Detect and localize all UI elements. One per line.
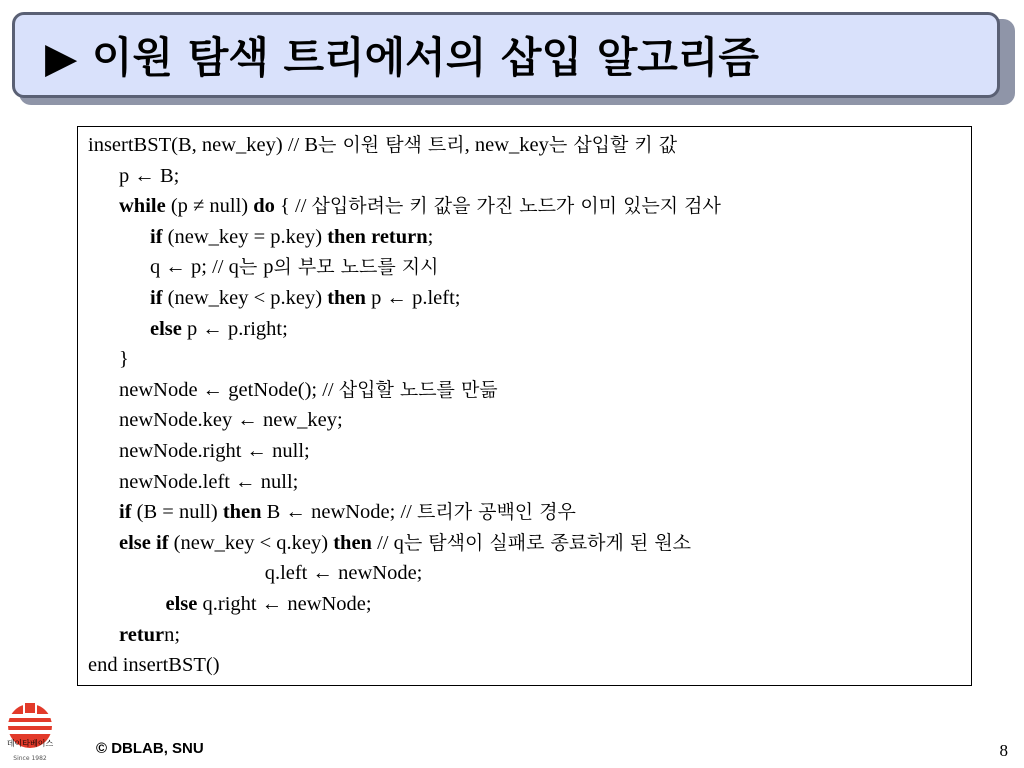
code-text: p ← p.left; <box>365 286 461 309</box>
code-line <box>78 283 971 314</box>
code-line <box>78 467 971 498</box>
code-text: n; <box>164 623 181 646</box>
code-comment-korean: 의 부모 노드를 지시 <box>273 256 439 279</box>
code-text: } <box>119 348 129 371</box>
code-comment-korean: 삽입하려는 키 값을 가진 노드가 이미 있는지 검사 <box>311 195 721 218</box>
code-keyword: else if <box>119 531 169 554</box>
code-text: (B = null) <box>131 501 223 524</box>
code-line <box>78 650 971 681</box>
code-line <box>78 252 971 283</box>
code-text: newNode ← getNode(); // <box>119 378 339 401</box>
code-text: q.left ← newNode; <box>264 562 423 585</box>
code-text: newNode.right ← null; <box>119 439 310 462</box>
code-line <box>78 161 971 192</box>
code-comment-korean: 는 삽입할 키 값 <box>548 134 678 156</box>
code-text: p ← B; <box>119 164 180 187</box>
slide-title: ▶ 이원 탐색 트리에서의 삽입 알고리즘 <box>45 33 759 82</box>
copyright-text: © DBLAB, SNU <box>96 740 204 757</box>
code-text: insertBST(B, new_key) // B <box>88 134 319 156</box>
code-keyword: then <box>333 531 372 554</box>
code-keyword: if <box>150 225 163 248</box>
code-keyword: then return <box>327 225 428 248</box>
code-text: (new_key < q.key) <box>168 531 334 554</box>
code-text: p ← p.right; <box>181 317 288 340</box>
code-comment-korean: 는 <box>238 256 264 279</box>
code-line <box>78 222 971 253</box>
code-line <box>78 375 971 406</box>
code-keyword: then <box>222 501 262 524</box>
code-text: B ← newNode; // <box>261 501 417 524</box>
code-text: end insertBST() <box>88 654 220 677</box>
code-text: , new_key <box>464 134 549 156</box>
code-text: { // <box>274 195 312 218</box>
code-block <box>77 126 972 686</box>
code-comment-korean: 는 이원 탐색 트리 <box>318 134 465 156</box>
code-text: newNode.key ← new_key; <box>119 409 343 432</box>
code-line <box>78 344 971 375</box>
code-line <box>78 436 971 467</box>
logo-text: 데이타베이스 <box>6 739 54 748</box>
code-text: newNode.left ← null; <box>119 470 299 493</box>
code-comment-korean: 는 탐색이 실패로 종료하게 된 원소 <box>403 531 692 554</box>
code-text: (p ≠ null) <box>165 195 254 218</box>
code-line <box>78 130 971 161</box>
code-text: // q <box>371 531 404 554</box>
code-text: (new_key = p.key) <box>162 225 328 248</box>
code-text: (new_key < p.key) <box>162 286 328 309</box>
logo-since: Since 1982 <box>13 755 47 762</box>
code-line <box>78 589 971 620</box>
code-keyword: else <box>150 317 182 340</box>
code-line <box>78 497 971 528</box>
code-comment-korean: 트리가 공백인 경우 <box>417 501 576 524</box>
code-keyword: do <box>253 195 275 218</box>
dblab-logo <box>0 700 78 768</box>
code-keyword: if <box>119 501 132 524</box>
code-keyword: while <box>119 195 166 218</box>
code-text: ; <box>427 225 434 248</box>
page-number: 8 <box>999 741 1008 760</box>
code-comment-korean: 삽입할 노드를 만듦 <box>338 378 498 401</box>
code-keyword: then <box>327 286 366 309</box>
code-text: q.right ← newNode; <box>197 592 372 615</box>
code-keyword: if <box>150 286 163 309</box>
code-keyword: else <box>165 592 198 615</box>
code-text: p <box>263 256 274 279</box>
code-line <box>78 528 971 559</box>
code-line <box>78 620 971 651</box>
code-line <box>78 191 971 222</box>
code-text: q ← p; // q <box>150 256 239 279</box>
code-keyword: retur <box>119 623 165 646</box>
code-line <box>78 405 971 436</box>
code-line <box>78 314 971 345</box>
title-box <box>12 12 1000 98</box>
code-line <box>78 558 971 589</box>
